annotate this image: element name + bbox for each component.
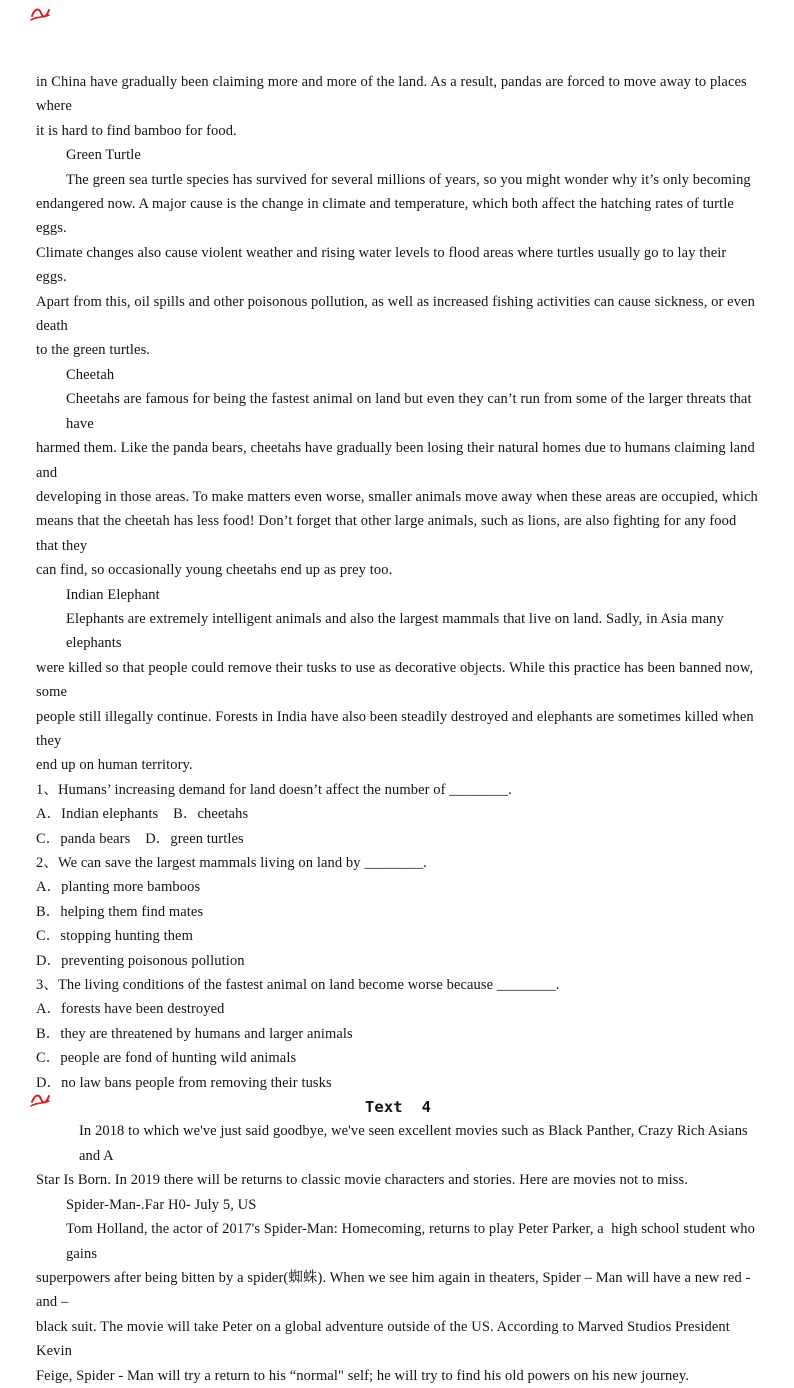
question-line: 3、The living conditions of the fastest animal on land become worse because ________. <box>36 977 560 994</box>
body-line: in China have gradually been claiming more and more of the land. As a result, pandas are forced to move away to places where <box>36 74 751 115</box>
question-line: 2、We can save the largest mammals living on land by ________. <box>36 855 427 871</box>
section-title: Cheetah <box>66 366 115 383</box>
option-line: D．preventing poisonous pollution <box>36 952 245 969</box>
body-line: Feige, Spider - Man will try a return to his “normal" self; he will try to find his old powers on his new journey. <box>36 1367 690 1384</box>
body-line: to the green turtles. <box>36 342 151 359</box>
body-line: Cheetahs are famous for being the fastest animal on land but even they can’t run from some of the larger threats that have <box>66 391 756 432</box>
body-line: harmed them. Like the panda bears, cheetahs have gradually been losing their natural homes due to humans claiming land and <box>36 440 759 481</box>
option-line: B．helping them find mates <box>36 903 204 920</box>
option-line: D．no law bans people from removing their tusks <box>36 1074 332 1091</box>
option-line: C．panda bears D．green turtles <box>36 830 244 847</box>
option-line: B．they are threatened by humans and larger animals <box>36 1025 353 1042</box>
option-line: A．forests have been destroyed <box>36 1001 225 1018</box>
body-line: Climate changes also cause violent weather and rising water levels to flood areas where turtles usually go to lay their eggs. <box>36 244 731 286</box>
section-title: Indian Elephant <box>66 586 160 603</box>
section-title: Spider-Man-.Far H0- July 5, US <box>66 1196 257 1213</box>
question-line: 1、Humans’ increasing demand for land doesn’t affect the number of ________. <box>36 781 512 798</box>
body-line: can find, so occasionally young cheetahs end up as prey too. <box>36 562 393 579</box>
body-line: means that the cheetah has less food! Don’t forget that other large animals, such as lions, are also fighting for any food that they <box>36 513 741 554</box>
page-text <box>36 70 760 1388</box>
body-line: people still illegally continue. Forests in India have also been steadily destroyed and elephants are sometimes killed when they <box>36 708 758 749</box>
section-heading: Text 4 <box>364 1098 432 1117</box>
body-line: In 2018 to which we've just said goodbye, we've seen excellent movies such as Black Panther, Crazy Rich Asians and A <box>79 1123 752 1164</box>
option-line: A．planting more bamboos <box>36 879 201 896</box>
body-line: black suit. The movie will take Peter on a global adventure outside of the US. According to Marved Studios President Kevin <box>36 1318 734 1360</box>
body-line: developing in those areas. To make matters even worse, smaller animals move away when these areas are occupied, which <box>36 488 758 505</box>
body-line: end up on human territory. <box>36 757 193 774</box>
body-line: it is hard to find bamboo for food. <box>36 122 237 139</box>
option-line: C．stopping hunting them <box>36 928 193 945</box>
body-line: Star Is Born. In 2019 there will be returns to classic movie characters and stories. Here are movies not to miss. <box>36 1172 688 1189</box>
body-line: Apart from this, oil spills and other poisonous pollution, as well as increased fishing activities can cause sickness, or even death <box>36 293 759 335</box>
red-pen-mark-icon <box>29 4 51 27</box>
option-line: A．Indian elephants B．cheetahs <box>36 806 249 823</box>
section-title: Green Turtle <box>66 147 141 164</box>
red-pen-mark-icon <box>29 1090 51 1113</box>
body-line: endangered now. A major cause is the change in climate and temperature, which both affect the hatching rates of turtle eggs. <box>36 196 738 237</box>
body-line: Elephants are extremely intelligent animals and also the largest mammals that live on land. Sadly, in Asia many elephants <box>66 610 728 652</box>
body-line: The green sea turtle species has survived for several millions of years, so you might wonder why it’s only becoming <box>66 171 751 188</box>
body-line: superpowers after being bitten by a spider(蜘蛛). When we see him again in theaters, Spider – Man will have a new red - and – <box>36 1269 755 1311</box>
body-line: Tom Holland, the actor of 2017's Spider-Man: Homecoming, returns to play Peter Parker, a high school student who gains <box>66 1221 759 1262</box>
body-line: were killed so that people could remove their tusks to use as decorative objects. While this practice has been banned now, some <box>36 659 757 701</box>
option-line: C．people are fond of hunting wild animals <box>36 1050 297 1067</box>
